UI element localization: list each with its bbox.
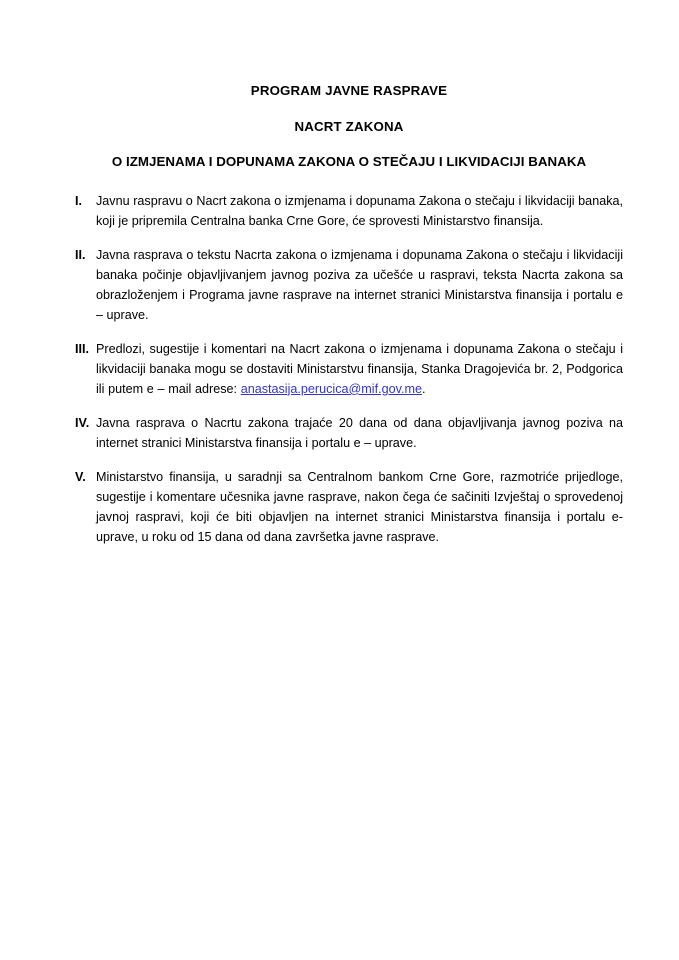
- clause-text: Javna rasprava o Nacrtu zakona trajaće 20 dana od dana objavljivanja javnog poziva na internet stranici Ministarstva finansija i portalu e – uprave.: [96, 416, 623, 451]
- clause-marker: III.: [75, 341, 89, 356]
- clause-marker: IV.: [75, 416, 90, 431]
- clause-marker: II.: [75, 247, 86, 262]
- clause-marker: V.: [75, 470, 86, 485]
- clause-text: Javna rasprava o tekstu Nacrta zakona o izmjenama i dopunama Zakona o stečaju i likvidaciji banaka počinje objavljivanjem javnog poziva za učešće u raspravi, teksta Nacrta zakona sa obrazloženjem i Programa javne rasprave na internet stranici Ministarstva finansija i portalu e – uprave.: [96, 247, 623, 322]
- clause-item: [75, 246, 623, 326]
- document-title-primary: PROGRAM JAVNE RASPRAVE: [250, 83, 448, 98]
- clause-item: [75, 468, 623, 548]
- document-content: [75, 82, 623, 548]
- clause-item: [75, 192, 623, 232]
- clause-text-after-link: .: [421, 381, 426, 396]
- clause-item: [75, 340, 623, 400]
- document-title-subject: O IZMJENAMA I DOPUNAMA ZAKONA O STEČAJU I LIKVIDACIJI BANAKA: [111, 154, 587, 170]
- clause-text: [96, 340, 623, 400]
- clause-text: Ministarstvo finansija, u saradnji sa Centralnom bankom Crne Gore, razmotriće prijedloge, sugestije i komentare učesnika javne rasprave, nakon čega će sačiniti Izvještaj o sprovedenoj javnoj raspravi, koji će biti objavljen na internet stranici Ministarstva finansija i portalu e-uprave, u roku od 15 dana od dana završetka javne rasprave.: [96, 470, 623, 545]
- email-address-link[interactable]: anastasija.perucica@mif.gov.me: [240, 381, 422, 396]
- clause-item: [75, 414, 623, 454]
- clause-marker: I.: [75, 193, 82, 208]
- clause-text-before-link: Predlozi, sugestije i komentari na Nacrt zakona o izmjenama i dopunama Zakona o stečaju i likvidaciji banaka mogu se dostaviti Ministarstvu finansija, Stanka Dragojevića br. 2, Podgorica ili putem e – mail adrese:: [96, 341, 623, 396]
- clause-list: [75, 192, 623, 548]
- document-title-secondary: NACRT ZAKONA: [294, 118, 404, 134]
- clause-text: Javnu raspravu o Nacrt zakona o izmjenama i dopunama Zakona o stečaju i likvidaciji banaka, koji je pripremila Centralna banka Crne Gore, će sprovesti Ministarstvo finansija.: [96, 193, 623, 228]
